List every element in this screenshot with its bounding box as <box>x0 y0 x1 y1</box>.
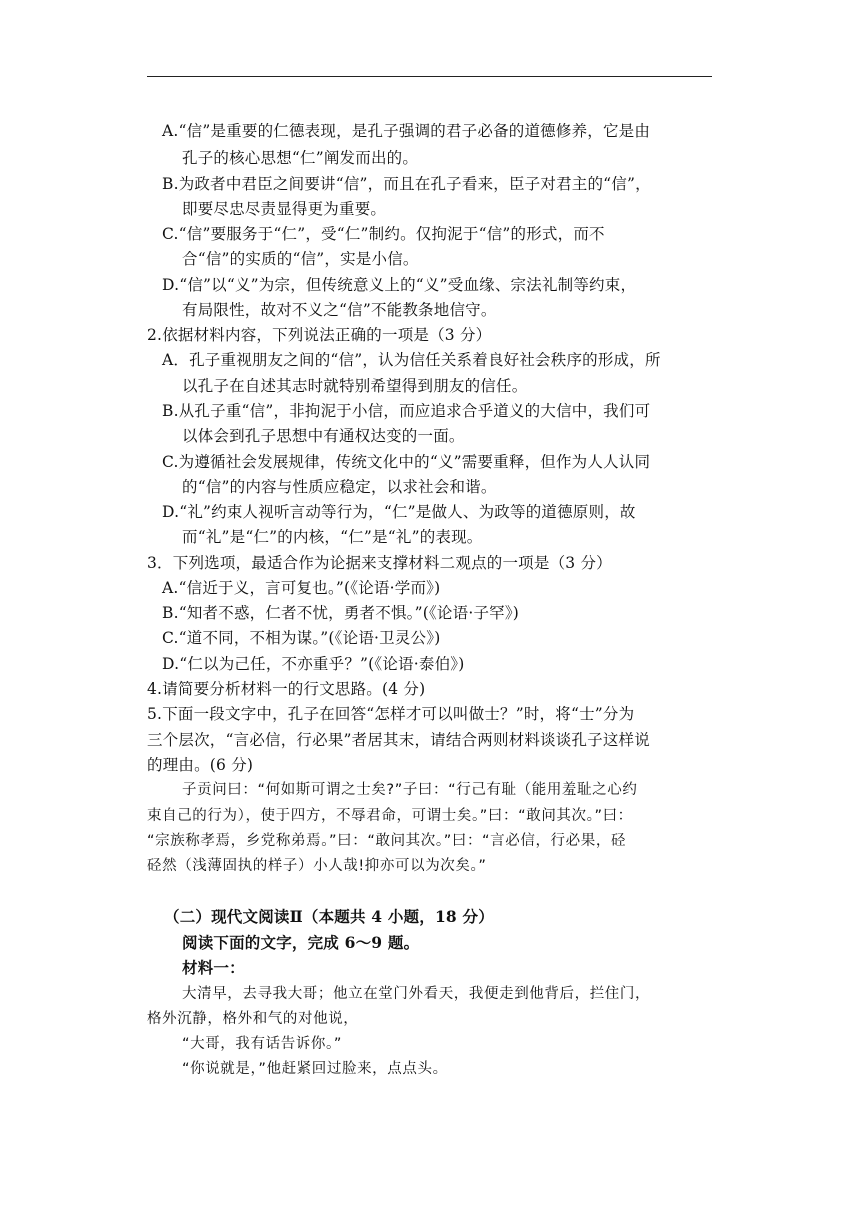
q2-option-c-line2: 的“信”的内容与性质应稳定，以求社会和谐。 <box>182 478 497 496</box>
passage-line1: 大清早，去寻我大哥；他立在堂门外看天，我便走到他背后，拦住门， <box>182 986 651 1002</box>
q3-option-c: C.“道不同，不相为谋。”(《论语·卫灵公》) <box>162 629 441 647</box>
q5-stem-line2: 三个层次，“言必信，行必果”者居其末，请结合两则材料谈谈孔子这样说 <box>147 731 650 749</box>
q1-option-d-line2: 有局限性，故对不义之“信”不能教条地信守。 <box>182 301 497 319</box>
q3-stem: 3．下列选项，最适合作为论据来支撑材料二观点的一项是（3 分） <box>147 554 612 572</box>
material-label: 材料一： <box>182 958 245 977</box>
q2-option-a-line2: 以孔子在自述其志时就特别希望得到朋友的信任。 <box>182 377 528 395</box>
q1-option-b-line1: B.为政者中君臣之间要讲“信”，而且在孔子看来，臣子对君主的“信”， <box>162 175 651 193</box>
q4-stem: 4.请简要分析材料一的行文思路。(4 分) <box>147 680 426 698</box>
q5-quote-line1: 子贡问曰：“何如斯可谓之士矣?”子曰：“行己有耻（能用羞耻之心约 <box>182 782 638 798</box>
q1-option-c-line2: 合“信”的实质的“信”，实是小信。 <box>182 250 419 268</box>
q3-option-d: D.“仁以为己任，不亦重乎？”(《论语·泰伯》) <box>162 655 465 673</box>
q3-option-b: B.“知者不惑，仁者不忧，勇者不惧。”(《论语·子罕》) <box>162 604 520 622</box>
q1-option-a-line2: 孔子的核心思想“仁”阐发而出的。 <box>182 149 419 167</box>
q2-option-b-line1: B.从孔子重“信”，非拘泥于小信，而应追求合乎道义的大信中，我们可 <box>162 402 651 420</box>
q2-option-d-line2: 而“礼”是“仁”的内核，“仁”是“礼”的表现。 <box>182 528 483 546</box>
q5-quote-line4: 硁然（浅薄固执的样子）小人哉!抑亦可以为次矣。” <box>147 858 487 874</box>
q2-stem: 2.依据材料内容，下列说法正确的一项是（3 分） <box>147 326 492 344</box>
q5-stem-line3: 的理由。(6 分) <box>147 756 254 774</box>
q5-stem-line1: 5.下面一段文字中，孔子在回答“怎样才可以叫做士？”时，将“士”分为 <box>147 705 635 723</box>
passage-line2: 格外沉静，格外和气的对他说， <box>147 1011 359 1027</box>
section2-heading: （二）现代文阅读Ⅱ（本题共 4 小题，18 分） <box>164 907 494 926</box>
q1-option-b-line2: 即要尽忠尽责显得更为重要。 <box>182 200 387 218</box>
q3-option-a: A.“信近于义，言可复也。”(《论语·学而》) <box>162 579 441 597</box>
q2-option-c-line1: C.为遵循社会发展规律，传统文化中的“义”需要重释，但作为人人认同 <box>162 453 651 471</box>
passage-line3: “大哥，我有话告诉你。” <box>182 1036 342 1052</box>
header-rule <box>147 76 712 77</box>
section2-instruction: 阅读下面的文字，完成 6～9 题。 <box>182 933 420 952</box>
q5-quote-line2: 束自己的行为），使于四方，不辱君命，可谓士矣。”曰：“敢问其次。”曰： <box>147 808 633 824</box>
q1-option-a-line1: A.“信”是重要的仁德表现，是孔子强调的君子必备的道德修养，它是由 <box>162 122 651 140</box>
q1-option-c-line1: C.“信”要服务于“仁”，受“仁”制约。仅拘泥于“信”的形式，而不 <box>162 225 605 243</box>
q2-option-d-line1: D.“礼”约束人视听言动等行为，“仁”是做人、为政等的道德原则，故 <box>162 503 636 521</box>
q2-option-b-line2: 以体会到孔子思想中有通权达变的一面。 <box>182 427 465 445</box>
q1-option-d-line1: D.“信”以“义”为宗，但传统意义上的“义”受血缘、宗法礼制等约束， <box>162 276 637 294</box>
q5-quote-line3: “宗族称孝焉，乡党称弟焉。”曰：“敢问其次。”曰：“言必信，行必果，硁 <box>147 833 627 849</box>
passage-line4: “你说就是，”他赶紧回过脸来，点点头。 <box>182 1061 448 1077</box>
q2-option-a-line1: A．孔子重视朋友之间的“信”，认为信任关系着良好社会秩序的形成，所 <box>162 351 661 369</box>
